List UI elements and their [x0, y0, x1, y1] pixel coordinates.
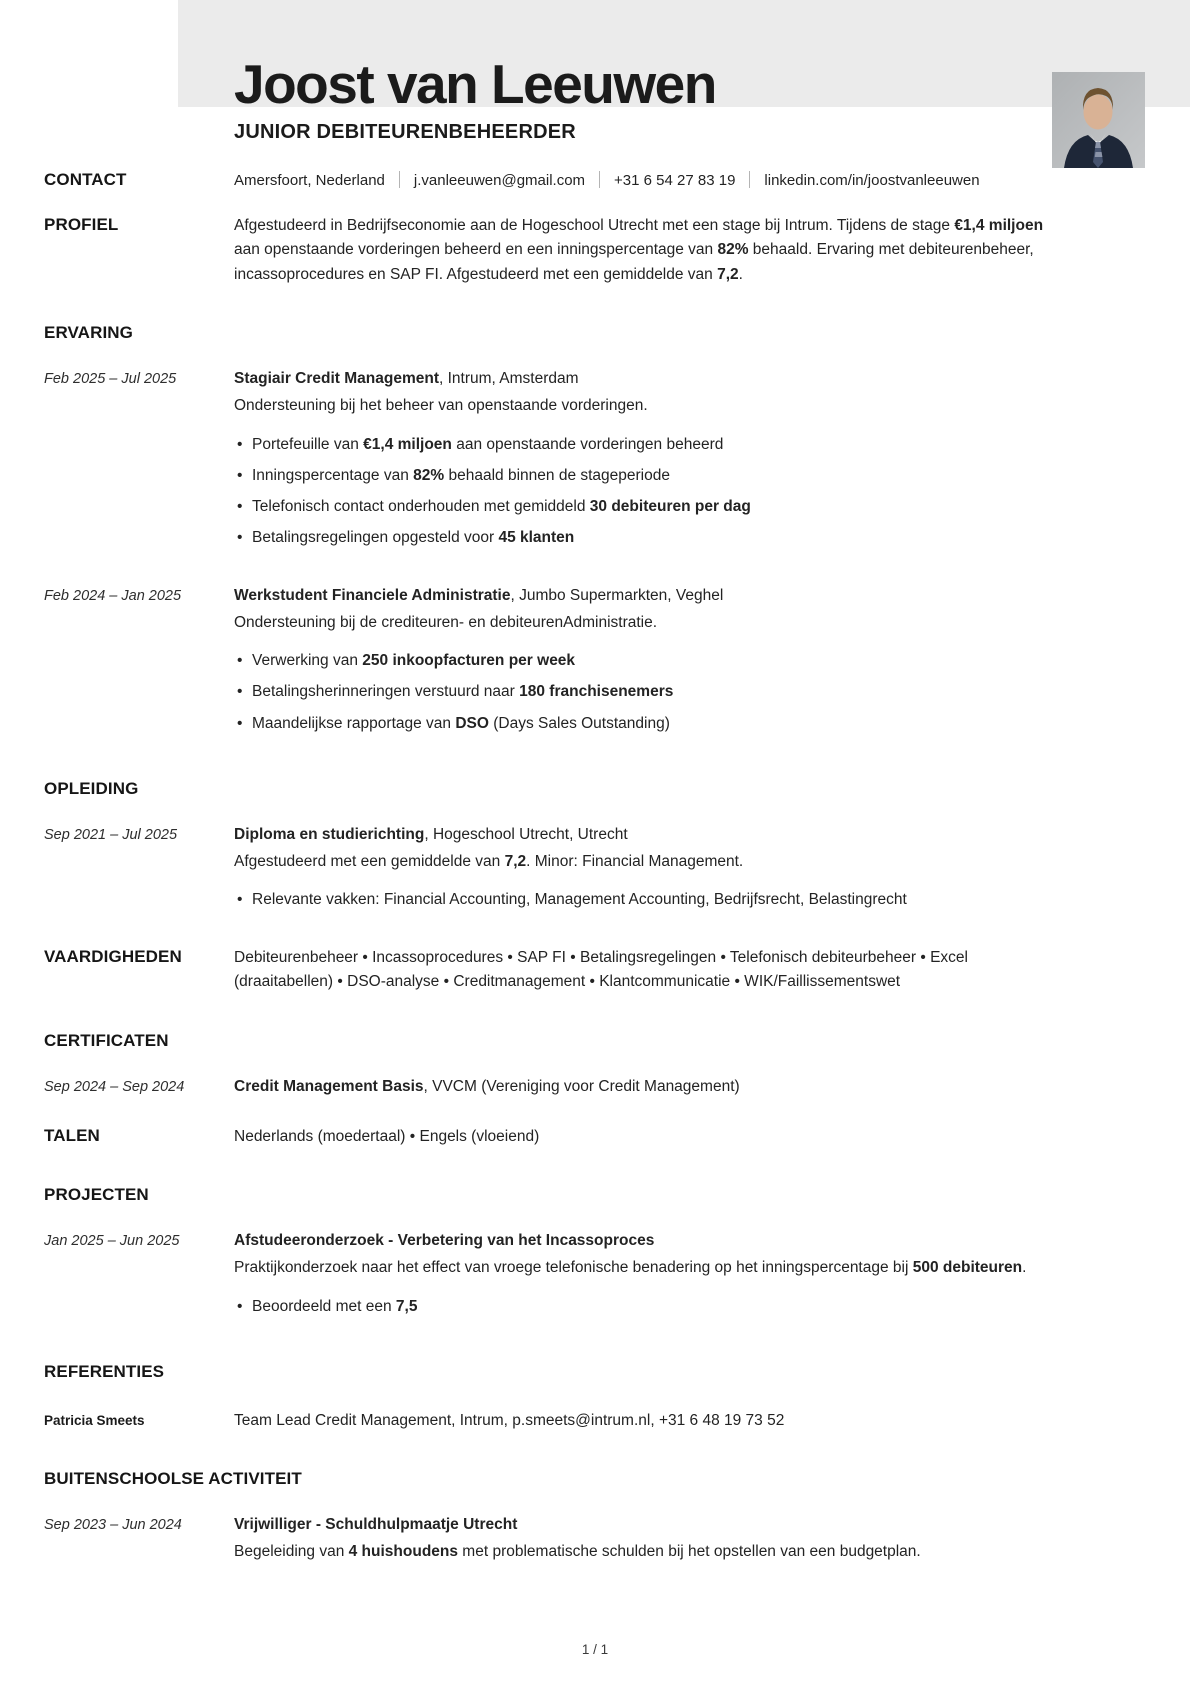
- education-bullet-list: [236, 888, 1060, 911]
- job-bullet-list: [236, 649, 1060, 735]
- contact-line: [234, 171, 1060, 189]
- activity-title-line: Vrijwilliger - Schuldhulpmaatje Utrecht: [234, 1516, 518, 1534]
- reference-name: Patricia Smeets: [44, 1412, 145, 1428]
- job-content: [234, 584, 1060, 743]
- education-title-line: Diploma en studierichting, Hogeschool Utrecht, Utrecht: [234, 825, 628, 843]
- job-bullet-list: [236, 433, 1060, 550]
- certificate-date: Sep 2024 – Sep 2024: [44, 1078, 185, 1095]
- reference-text: Team Lead Credit Management, Intrum, p.smeets@intrum.nl, +31 6 48 19 73 52: [234, 1411, 785, 1429]
- project-entry: [44, 1229, 1060, 1326]
- skills-text: Debiteurenbeheer • Incassoprocedures • SAP FI • Betalingsregelingen • Telefonisch debiteurbeheer • Excel (draaitabellen) • DSO-analyse • Creditmanagement • Klantcommunicatie • WIK/Faillissementswet: [234, 948, 968, 991]
- education-content: [234, 823, 1060, 920]
- separator-bar: [399, 171, 400, 188]
- certificate-content: [234, 1075, 1060, 1099]
- resume-body: [0, 170, 1190, 1565]
- contact-phone: +31 6 54 27 83 19: [614, 171, 736, 189]
- separator-bar: [749, 171, 750, 188]
- bullet-item: • Relevante vakken: Financial Accounting, Management Accounting, Bedrijfsrecht, Belastingrecht: [236, 888, 1060, 911]
- page-number: 1 / 1: [581, 1642, 609, 1657]
- section-talen: [44, 1125, 1060, 1149]
- certificate-entry: [44, 1075, 1060, 1099]
- bullet-item: • Inningspercentage van 82% behaald binnen de stageperiode: [236, 464, 1060, 487]
- project-summary: Praktijkonderzoek naar het effect van vroege telefonische benadering op het inningspercentage bij 500 debiteuren.: [234, 1259, 1027, 1277]
- education-summary: Afgestudeerd met een gemiddelde van 7,2. Minor: Financial Management.: [234, 852, 744, 870]
- vaardigheden-label: VAARDIGHEDEN: [44, 946, 182, 966]
- referenties-heading: REFERENTIES: [44, 1361, 165, 1381]
- buitenschools-heading: BUITENSCHOOLSE ACTIVITEIT: [44, 1469, 302, 1489]
- contact-linkedin: linkedin.com/in/joostvanleeuwen: [764, 171, 980, 189]
- bullet-item: • Portefeuille van €1,4 miljoen aan openstaande vorderingen beheerd: [236, 433, 1060, 456]
- ervaring-heading: ERVARING: [44, 323, 133, 343]
- separator-bar: [599, 171, 600, 188]
- candidate-name: Joost van Leeuwen: [234, 53, 716, 115]
- education-date: Sep 2021 – Jul 2025: [44, 826, 178, 843]
- languages-text: Nederlands (moedertaal) • Engels (vloeiend): [234, 1127, 540, 1145]
- bullet-item: • Telefonisch contact onderhouden met gemiddeld 30 debiteuren per dag: [236, 495, 1060, 518]
- bullet-item: • Betalingsherinneringen verstuurd naar 180 franchisenemers: [236, 680, 1060, 703]
- activity-date: Sep 2023 – Jun 2024: [44, 1517, 182, 1534]
- activity-content: [234, 1513, 1060, 1565]
- job-title-line: Stagiair Credit Management, Intrum, Amsterdam: [234, 370, 579, 388]
- activity-summary: Begeleiding van 4 huishoudens met problematische schulden bij het opstellen van een budgetplan.: [234, 1543, 921, 1561]
- opleiding-heading: OPLEIDING: [44, 778, 139, 798]
- candidate-job-title: JUNIOR DEBITEURENBEHEERDER: [234, 120, 576, 143]
- certificate-title-line: Credit Management Basis, VVCM (Vereniging voor Credit Management): [234, 1077, 740, 1095]
- section-profiel: [44, 214, 1060, 287]
- project-bullet-list: [236, 1295, 1060, 1318]
- job-summary: Ondersteuning bij het beheer van openstaande vorderingen.: [234, 397, 648, 415]
- contact-location: Amersfoort, Nederland: [234, 171, 385, 189]
- project-title-line: Afstudeeronderzoek - Verbetering van het Incassoproces: [234, 1232, 655, 1250]
- reference-entry: [44, 1406, 1060, 1433]
- job-entry-1: [44, 367, 1060, 558]
- contact-email: j.vanleeuwen@gmail.com: [413, 171, 586, 189]
- profiel-text: Afgestudeerd in Bedrijfseconomie aan de Hogeschool Utrecht met een stage bij Intrum. Tijdens de stage €1,4 miljoen aan openstaande vorderingen beheerd en een inningspercentage van 82% behaald. Ervaring met debiteurenbeheer, incassoprocedures en SAP FI. Afgestudeerd met een gemiddelde van 7,2.: [234, 216, 1044, 283]
- header: [0, 0, 1190, 144]
- contact-label: CONTACT: [44, 169, 127, 189]
- profiel-label: PROFIEL: [44, 214, 119, 234]
- education-entry: [44, 823, 1060, 920]
- activity-entry: [44, 1513, 1060, 1565]
- bullet-item: • Maandelijkse rapportage van DSO (Days Sales Outstanding): [236, 712, 1060, 735]
- job-title-line: Werkstudent Financiele Administratie, Jumbo Supermarkten, Veghel: [234, 586, 724, 604]
- job-date: Feb 2025 – Jul 2025: [44, 371, 177, 388]
- section-vaardigheden: [44, 946, 1060, 995]
- project-content: [234, 1229, 1060, 1326]
- job-content: [234, 367, 1060, 558]
- bullet-item: • Beoordeeld met een 7,5: [236, 1295, 1060, 1318]
- certificaten-heading: CERTIFICATEN: [44, 1030, 169, 1050]
- projecten-heading: PROJECTEN: [44, 1185, 149, 1205]
- bullet-item: • Betalingsregelingen opgesteld voor 45 klanten: [236, 526, 1060, 549]
- bullet-item: • Verwerking van 250 inkoopfacturen per week: [236, 649, 1060, 672]
- project-date: Jan 2025 – Jun 2025: [44, 1233, 180, 1250]
- job-summary: Ondersteuning bij de crediteuren- en debiteurenAdministratie.: [234, 613, 658, 631]
- job-entry-2: [44, 584, 1060, 743]
- section-contact: [44, 170, 1060, 190]
- job-date: Feb 2024 – Jan 2025: [44, 587, 182, 604]
- talen-label: TALEN: [44, 1125, 100, 1145]
